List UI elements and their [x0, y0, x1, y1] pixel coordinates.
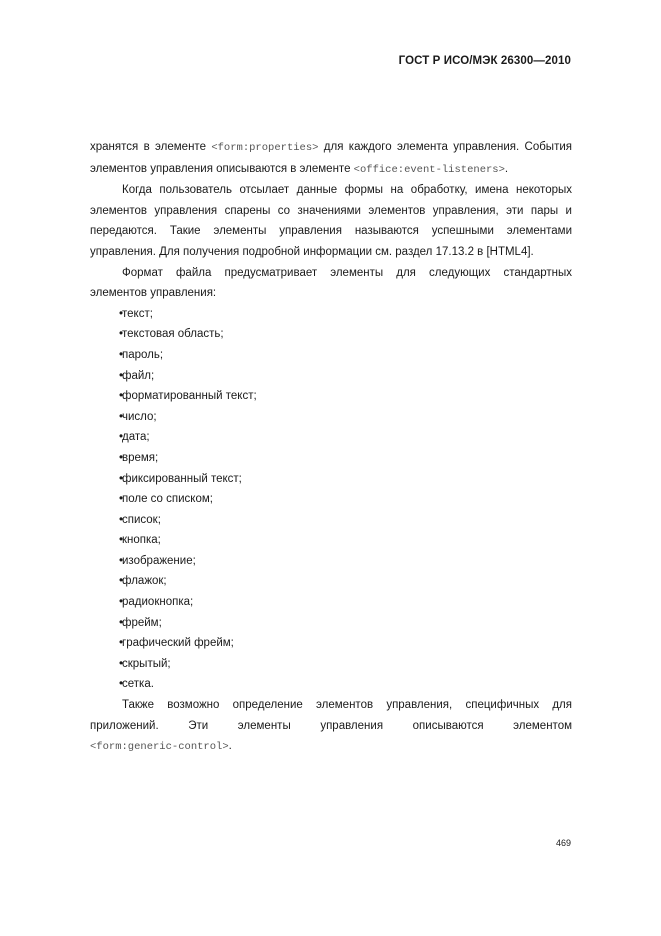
page-content: [90, 137, 572, 758]
list-item: • список;: [90, 510, 572, 531]
list-item: • изображение;: [90, 551, 572, 572]
list-item: • фрейм;: [90, 613, 572, 634]
list-item: • текстовая область;: [90, 324, 572, 345]
list-item: • фиксированный текст;: [90, 469, 572, 490]
list-item: • дата;: [90, 427, 572, 448]
list-item: • скрытый;: [90, 654, 572, 675]
list-item: • время;: [90, 448, 572, 469]
code-form-generic-control: <form:generic-control>: [90, 741, 229, 754]
page-number: 469: [555, 838, 571, 848]
list-item: • число;: [90, 407, 572, 428]
code-office-event-listeners: <office:event-listeners>: [353, 163, 505, 176]
paragraph-4-end: <form:generic-control>.: [90, 740, 232, 754]
list-item: • поле со списком;: [90, 489, 572, 510]
paragraph-2: Когда пользователь отсылает данные формы на обработку, имена некоторых элементов управления спарены со значениями элементов управления, эти пары и передаются. Такие элементы управления называются успешными элементами управления. Для получения подробной информации см. раздел 17.13.2 в [HTML4].: [90, 184, 572, 258]
list-item: • кнопка;: [90, 530, 572, 551]
list-item: • графический фрейм;: [90, 633, 572, 654]
list-item: • форматированный текст;: [90, 386, 572, 407]
list-item: • текст;: [90, 304, 572, 325]
paragraph-3: Формат файла предусматривает элементы для следующих стандартных элементов управления:: [90, 266, 572, 300]
paragraph-1: хранятся в элементе <form:properties> для каждого элемента управления. События элементов управления описываются в элементе <office:event-listeners>.: [90, 141, 572, 176]
list-item: • пароль;: [90, 345, 572, 366]
list-item: • флажок;: [90, 571, 572, 592]
code-form-properties: <form:properties>: [211, 142, 319, 154]
list-item: • сетка.: [90, 674, 572, 695]
list-item: • файл;: [90, 366, 572, 387]
list-item: • радиокнопка;: [90, 592, 572, 613]
document-header: ГОСТ Р ИСО/МЭК 26300—2010: [398, 55, 571, 67]
controls-list: [90, 304, 572, 695]
paragraph-4: Также возможно определение элементов управления, специфичных для приложений. Эти элементы управления описываются элементом: [90, 699, 572, 732]
